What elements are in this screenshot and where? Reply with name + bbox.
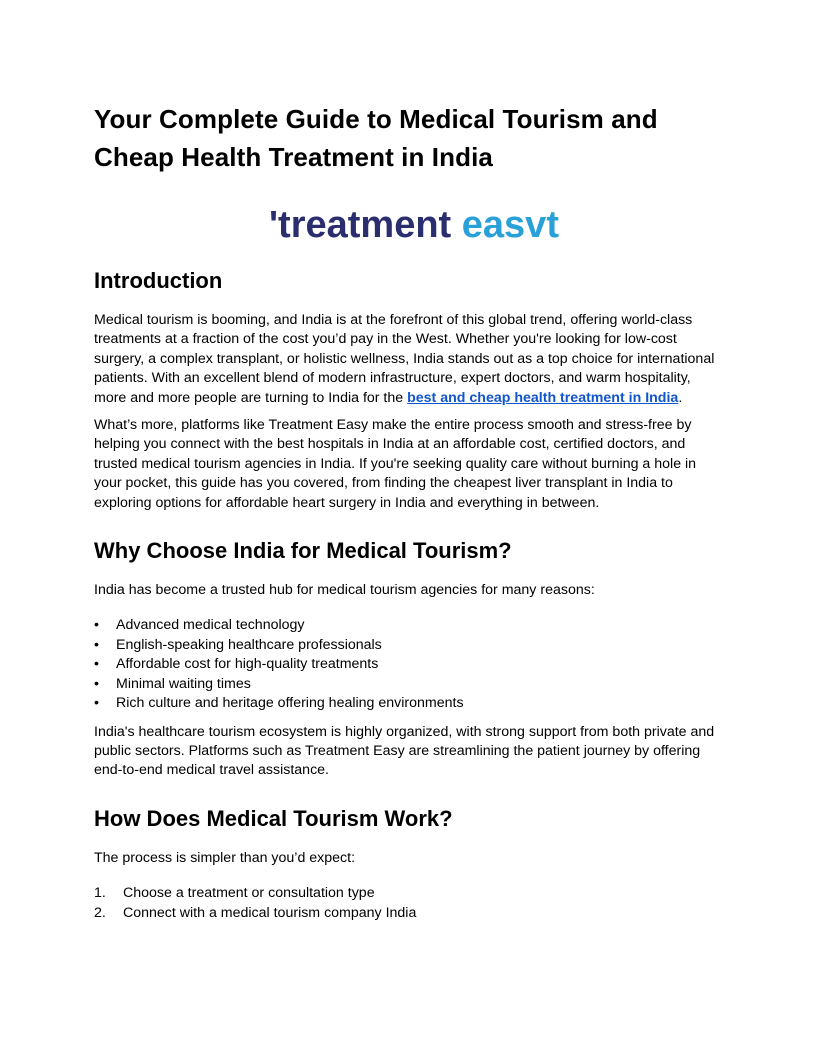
list-item-text: Advanced medical technology (116, 617, 305, 634)
list-item (94, 616, 724, 635)
page-title (94, 100, 724, 176)
why-lead-paragraph: India has become a trusted hub for medical tourism agencies for many reasons: (94, 582, 595, 599)
bullet-marker: • (94, 656, 99, 673)
list-item (94, 884, 724, 903)
bullet-marker: • (94, 617, 99, 634)
list-item-text: Minimal waiting times (116, 675, 251, 692)
why-india-heading: Why Choose India for Medical Tourism? (94, 538, 512, 564)
bullet-marker: • (94, 695, 99, 712)
intro-p1-text: Medical tourism is booming, and India is at the forefront of this global trend, offering world-class treatments at a fraction of the cost you’d pay in the West. Whether you're looking for low-cost surgery, a complex transplant, or holistic wellness, India stands out as a top choice for international patients. With an excellent blend of modern infrastructure, expert doctors, and warm hospitality, more and more people are turning to India for the (94, 312, 715, 406)
list-item (94, 655, 724, 674)
title-line-2: Cheap Health Treatment in India (94, 142, 493, 172)
logo-text-easy: easvt (461, 204, 559, 246)
intro-paragraph-2: What’s more, platforms like Treatment Easy make the entire process smooth and stress-free by helping you connect with the best hospitals in India at an affordable cost, certified doctors, and trusted medical tourism agencies in India. If you're seeking quality care without burning a hole in your pocket, this guide has you covered, from finding the cheapest liver transplant in India to exploring options for affordable heart surgery in India and everything in between. (94, 417, 697, 511)
list-item-text: Affordable cost for high-quality treatments (116, 656, 379, 673)
introduction-heading: Introduction (94, 268, 223, 293)
how-lead-paragraph: The process is simpler than you’d expect: (94, 849, 356, 866)
list-item (94, 904, 724, 923)
logo-text-treatment: 'treatment (269, 204, 452, 246)
why-closing-paragraph: India's healthcare tourism ecosystem is highly organized, with strong support from both private and public sectors. Platforms such as Treatment Easy are streamlining the patient journey by offering end-to-end medical travel assistance. (94, 723, 715, 779)
list-item-text: English-speaking healthcare professionals (116, 636, 382, 653)
list-item (94, 636, 724, 655)
document-content (94, 100, 724, 923)
bullet-marker: • (94, 675, 99, 692)
intro-p1-end: . (678, 389, 683, 406)
steps-list (94, 884, 724, 923)
intro-paragraph-1 (94, 311, 724, 408)
bullet-marker: • (94, 636, 99, 653)
step-number: 1. (94, 885, 106, 902)
list-item (94, 694, 724, 713)
title-line-1: Your Complete Guide to Medical Tourism and (94, 104, 658, 134)
list-item-text: Rich culture and heritage offering healing environments (116, 695, 464, 712)
step-text: Connect with a medical tourism company India (123, 904, 417, 921)
how-it-works-heading: How Does Medical Tourism Work? (94, 805, 453, 831)
reasons-list (94, 616, 724, 713)
list-item (94, 675, 724, 694)
best-cheap-treatment-link[interactable]: best and cheap health treatment in India (407, 389, 679, 406)
step-text: Choose a treatment or consultation type (123, 885, 375, 902)
step-number: 2. (94, 904, 106, 921)
treatment-easy-logo (94, 196, 724, 254)
